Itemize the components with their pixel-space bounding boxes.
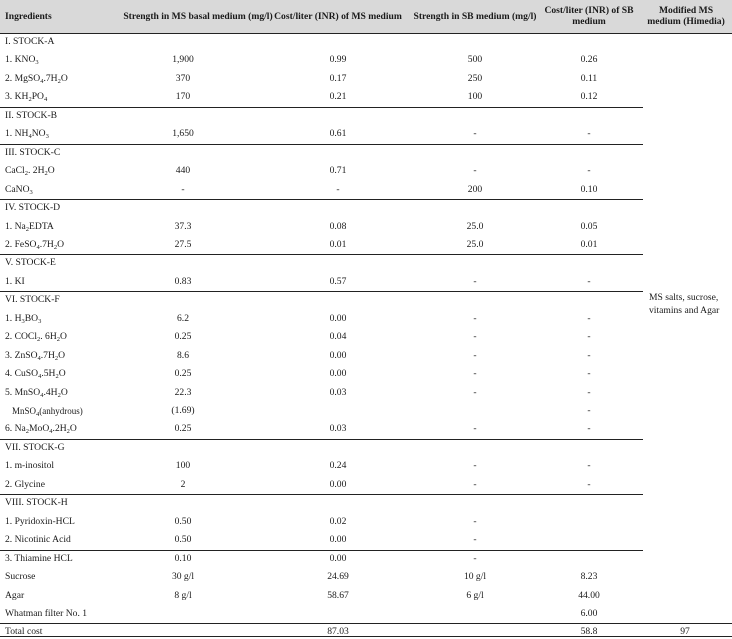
header-sb-strength: Strength in SB medium (mg/l) [413, 11, 537, 22]
ingredient-name: 1. $KNO_3$ [5, 54, 39, 67]
header-ms-cost: Cost/liter (INR) of MS medium [274, 11, 402, 22]
ms-cost-value: 0.24 [329, 460, 347, 472]
ms-cost-value: 0.04 [329, 331, 347, 343]
ingredient-name: 3. $KH_2PO_4$ [5, 91, 48, 104]
sb-strength-value: - [473, 275, 477, 287]
ingredient-name: Whatman filter No. 1 [5, 607, 88, 619]
sb-cost-value: 0.26 [580, 54, 598, 66]
sb-cost-value: - [587, 275, 591, 287]
row-divider [0, 494, 643, 495]
sb-strength-value: - [473, 312, 477, 324]
sb-cost-value: - [587, 405, 591, 416]
modified-ms-value: 97 [680, 626, 690, 638]
ingredient-name: 1. $H_3BO_3$ [5, 312, 42, 325]
ms-strength-value: 0.25 [174, 368, 192, 380]
ingredient-name: 1. m-inositol [5, 460, 55, 472]
ingredient-name: CaCl$_2$. $2H_2O$ [5, 165, 55, 178]
ingredient-name: CaNO$_3$ [5, 183, 33, 196]
sb-cost-value: - [587, 368, 591, 380]
sb-cost-value: - [587, 331, 591, 343]
sb-strength-value: - [473, 368, 477, 380]
sb-strength-value: - [473, 515, 477, 527]
ms-strength-value: 0.25 [174, 423, 192, 435]
section-label: II. STOCK-B [5, 109, 58, 121]
sb-cost-value: - [587, 386, 591, 398]
ms-cost-value: 24.69 [327, 571, 349, 583]
sb-strength-value: 25.0 [466, 220, 484, 232]
sb-strength-value: - [473, 478, 477, 490]
ms-cost-value: - [336, 183, 340, 195]
ingredient-name: 2. Glycine [5, 478, 45, 490]
ingredient-name: 1. $Na_2EDTA$ [5, 220, 54, 233]
ms-cost-value: 0.02 [329, 515, 347, 527]
ms-strength-value: 0.10 [174, 552, 192, 564]
sb-strength-value: 100 [467, 91, 483, 103]
row-divider [0, 291, 643, 292]
sb-strength-value: - [473, 331, 477, 343]
sb-cost-value: 0.11 [580, 72, 598, 84]
ms-cost-value: 0.03 [329, 423, 347, 435]
row-divider [0, 33, 732, 34]
sb-strength-value: - [473, 349, 477, 361]
row-divider [0, 254, 643, 255]
section-label: I. STOCK-A [5, 36, 55, 47]
header-modified-ms: Modified MS medium (Himedia) [647, 5, 725, 27]
sb-cost-value: - [587, 312, 591, 324]
sb-strength-value: - [473, 386, 477, 398]
sb-strength-value: - [473, 128, 477, 140]
sb-strength-value: - [473, 534, 477, 546]
sb-cost-value: - [587, 349, 591, 361]
ms-cost-value: 0.00 [329, 534, 347, 546]
ms-strength-value: 8 g/l [174, 589, 192, 601]
ms-cost-value: 0.00 [329, 552, 347, 564]
section-label: VI. STOCK-F [5, 294, 60, 306]
sb-cost-value: - [587, 423, 591, 435]
sb-cost-value: - [587, 165, 591, 177]
ms-cost-value: 0.08 [329, 220, 347, 232]
ms-strength-value: (1.69) [171, 405, 195, 416]
sb-strength-value: 25.0 [466, 238, 484, 250]
ms-cost-value: 0.00 [329, 478, 347, 490]
sb-strength-value: 200 [467, 183, 483, 195]
ingredient-name: Total cost [5, 626, 43, 638]
ingredient-name: 4. $CuSO_4.5H_2O$ [5, 368, 66, 381]
ms-strength-value: 100 [175, 460, 191, 472]
section-label: IV. STOCK-D [5, 202, 61, 214]
sb-strength-value: - [473, 552, 477, 564]
ingredient-name: 2. Nicotinic Acid [5, 534, 71, 546]
row-divider [0, 199, 643, 200]
ingredient-name: Sucrose [5, 571, 36, 583]
ingredient-name: 1. $NH_4NO_3$ [5, 128, 49, 141]
ingredient-name: 1. Pyridoxin-HCL [5, 515, 75, 527]
ingredient-name: 6. $Na_2MoO_4.2H_2O$ [5, 423, 77, 436]
sb-cost-value: - [587, 478, 591, 490]
sb-cost-value: - [587, 128, 591, 140]
ms-strength-value: 22.3 [174, 386, 192, 398]
section-label: V. STOCK-E [5, 257, 56, 269]
row-divider [0, 107, 643, 108]
ms-strength-value: 0.25 [174, 331, 192, 343]
sb-strength-value: - [473, 165, 477, 177]
row-divider [0, 636, 732, 637]
ms-strength-value: 27.5 [174, 238, 192, 250]
ms-strength-value: 370 [175, 72, 191, 84]
ms-cost-value: 0.99 [329, 54, 347, 66]
ingredient-name: 3. Thiamine HCL [5, 552, 73, 564]
sb-cost-value: 6.00 [580, 607, 598, 619]
ms-cost-value: 0.01 [329, 238, 347, 250]
sb-cost-value: 44.00 [578, 589, 600, 601]
ms-strength-value: 6.2 [177, 312, 189, 324]
ingredient-name: MnSO$_4$(anhydrous) [12, 406, 83, 418]
header-ms-strength: Strength in MS basal medium (mg/l) [123, 11, 273, 22]
sb-cost-value: 0.10 [580, 183, 598, 195]
ms-cost-value: 0.03 [329, 386, 347, 398]
ms-strength-value: 170 [175, 91, 191, 103]
ms-strength-value: 8.6 [177, 349, 189, 361]
row-divider [0, 439, 643, 440]
ms-strength-value: 0.83 [174, 275, 192, 287]
sb-strength-value: - [473, 460, 477, 472]
ms-strength-value: 2 [180, 478, 186, 490]
ingredient-name: Agar [5, 589, 25, 601]
row-divider [0, 550, 643, 551]
section-label: VII. STOCK-G [5, 441, 65, 453]
sb-strength-value: 10 g/l [463, 571, 487, 583]
sb-cost-value: 0.05 [580, 220, 598, 232]
sb-strength-value: 250 [467, 72, 483, 84]
ms-strength-value: 37.3 [174, 220, 192, 232]
ms-strength-value: 0.50 [174, 515, 192, 527]
header-sb-cost: Cost/liter (INR) of SB medium [544, 5, 634, 27]
ingredient-name: 5. $MnSO_4.4H_2O$ [5, 386, 68, 399]
ms-cost-value: 0.17 [329, 72, 347, 84]
ms-cost-value: 0.71 [329, 165, 347, 177]
ms-cost-value: 0.21 [329, 91, 347, 103]
sb-strength-value: 6 g/l [466, 589, 484, 601]
sb-strength-value: 500 [467, 54, 483, 66]
ingredient-name: 3. $ZnSO_4.7H_2O$ [5, 349, 66, 362]
sb-cost-value: 0.12 [580, 91, 598, 103]
ms-strength-value: 30 g/l [171, 571, 195, 583]
ingredient-name: 1. KI [5, 275, 25, 287]
ms-strength-value: 0.50 [174, 534, 192, 546]
section-label: III. STOCK-C [5, 146, 61, 158]
ms-cost-value: 87.03 [327, 626, 349, 638]
sb-cost-value: - [587, 460, 591, 472]
ms-cost-value: 0.57 [329, 275, 347, 287]
ms-cost-value: 0.00 [329, 312, 347, 324]
ms-strength-value: 1,650 [172, 128, 194, 140]
ingredient-name: 2. $FeSO_4.7H_2O$ [5, 238, 65, 251]
ms-strength-value: - [181, 183, 185, 195]
row-divider [0, 623, 732, 624]
modified-ms-note: MS salts, sucrose, vitamins and Agar [649, 292, 720, 316]
ingredient-name: 2. COCl$_2$. $6H_2O$ [5, 331, 67, 344]
sb-cost-value: 58.8 [580, 626, 598, 638]
sb-cost-value: 8.23 [580, 571, 598, 583]
section-label: VIII. STOCK-H [5, 497, 68, 509]
header-ingredients: Ingredients [5, 11, 52, 22]
ingredient-name: 2. $MgSO_4.7H_2O$ [5, 72, 68, 85]
ms-cost-value: 0.00 [329, 349, 347, 361]
ms-cost-value: 0.61 [329, 128, 347, 140]
sb-cost-value: 0.01 [580, 238, 598, 250]
ms-strength-value: 440 [175, 165, 191, 177]
ms-cost-value: 0.00 [329, 368, 347, 380]
ms-strength-value: 1,900 [172, 54, 194, 66]
sb-strength-value: - [473, 423, 477, 435]
ms-cost-value: 58.67 [327, 589, 349, 601]
row-divider [0, 144, 643, 145]
